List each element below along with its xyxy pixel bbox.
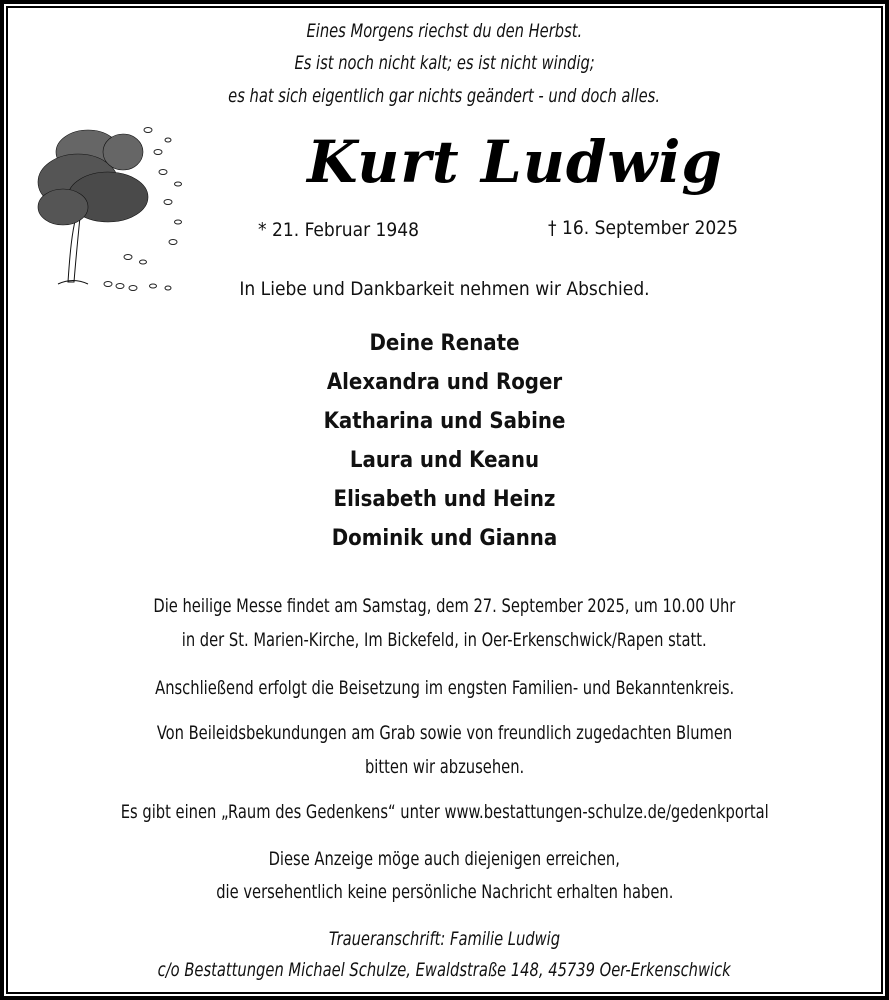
cross-icon: †	[548, 217, 557, 239]
condolences-line-1: Von Beileidsbekundungen am Grab sowie von freundlich zugedachten Blumen	[156, 722, 733, 744]
poem-line-1: Eines Morgens riechst du den Herbst.	[306, 20, 583, 42]
condolences-line-2: bitten wir abzusehen.	[364, 756, 525, 778]
burial-text: Anschließend erfolgt die Beisetzung im engsten Familien- und Bekanntenkreis.	[154, 677, 735, 699]
poem-line-2: Es ist noch nicht kalt; es ist nicht windig;	[294, 52, 595, 74]
notice-line-2: die versehentlich keine persönliche Nachricht erhalten haben.	[215, 881, 674, 903]
mourner-2: Alexandra und Roger	[326, 370, 563, 395]
notice-line-1: Diese Anzeige möge auch diejenigen erreichen,	[268, 848, 621, 870]
address-line-2: c/o Bestattungen Michael Schulze, Ewaldstraße 148, 45739 Oer-Erkenschwick	[157, 959, 732, 981]
deceased-name: Kurt Ludwig	[307, 128, 723, 196]
mourner-3: Katharina und Sabine	[323, 409, 566, 434]
address-line-1: Traueranschrift: Familie Ludwig	[328, 928, 561, 950]
poem-line-3: es hat sich eigentlich gar nichts geändert - und doch alles.	[228, 85, 661, 107]
mourner-6: Dominik und Gianna	[331, 526, 558, 551]
service-line-2: in der St. Marien-Kirche, Im Bickefeld, in Oer-Erkenschwick/Rapen statt.	[182, 629, 707, 651]
mourner-5: Elisabeth und Heinz	[333, 487, 556, 512]
mourner-1: Deine Renate	[369, 331, 520, 356]
service-line-1: Die heilige Messe findet am Samstag, dem 27. September 2025, um 10.00 Uhr	[153, 595, 736, 617]
memorial-link-text: Es gibt einen „Raum des Gedenkens“ unter www.bestattungen-schulze.de/gedenkportal	[120, 801, 769, 823]
mourner-4: Laura und Keanu	[349, 448, 540, 473]
farewell-text: In Liebe und Dankbarkeit nehmen wir Abschied.	[239, 278, 650, 300]
death-date: † 16. September 2025	[548, 217, 739, 239]
birth-date: * 21. Februar 1948	[258, 219, 420, 241]
tree-in-wind-icon	[28, 112, 188, 302]
